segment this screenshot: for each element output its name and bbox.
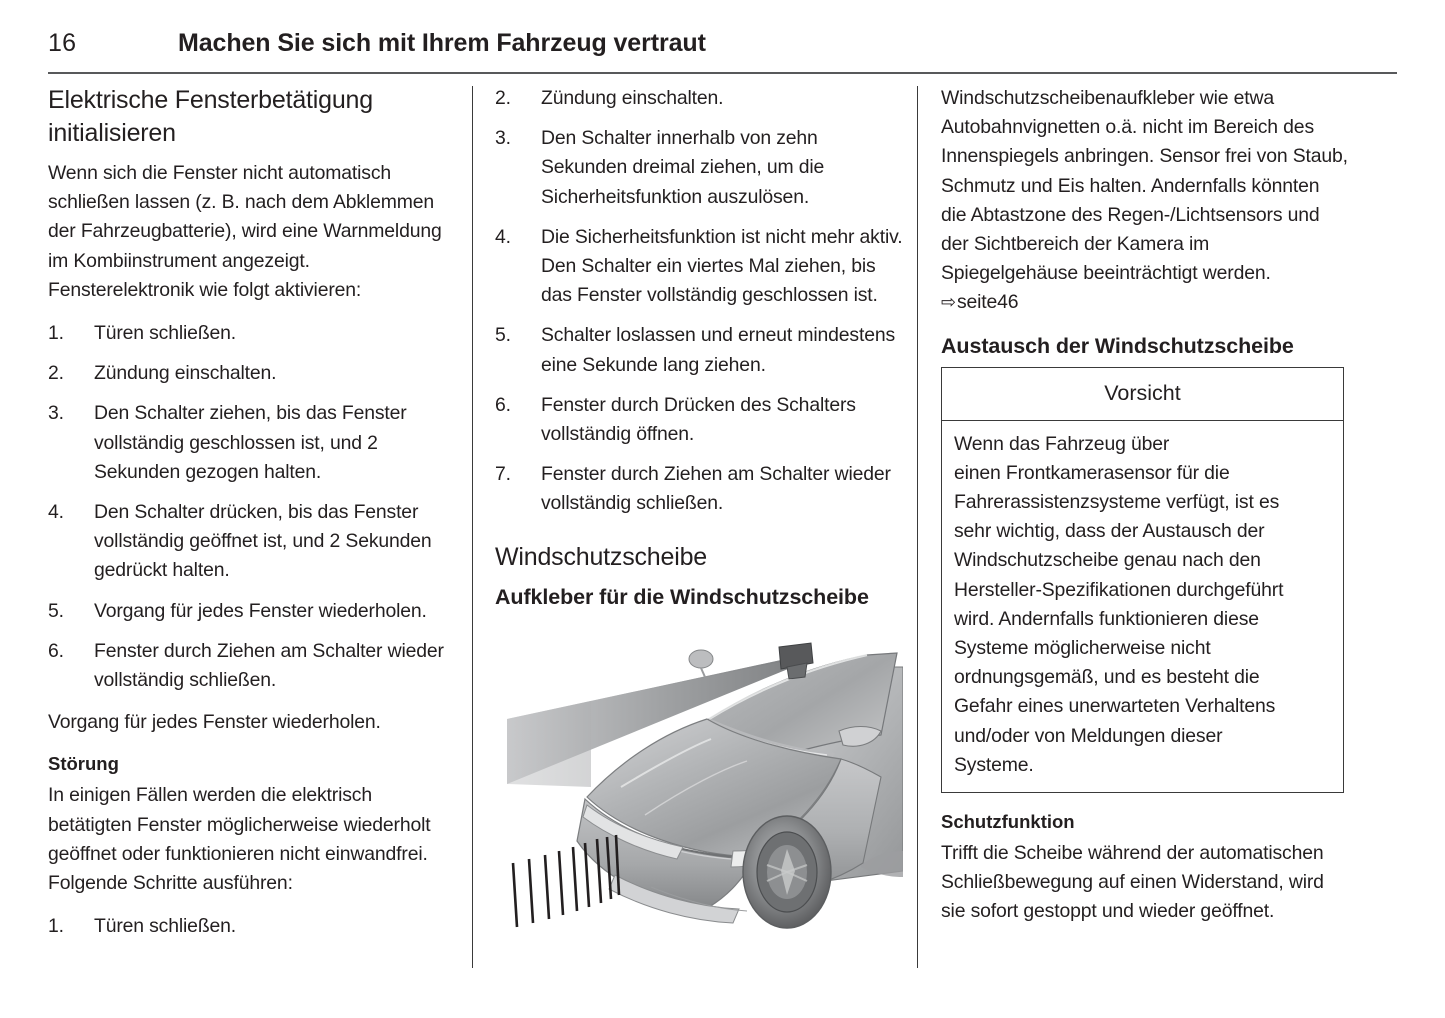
list-number: 6. (495, 393, 511, 416)
caution-line: Hersteller-Spezifikationen durchgeführt (954, 578, 1284, 601)
column-divider-2 (917, 86, 918, 968)
page-title: Machen Sie sich mit Ihrem Fahrzeug vertraut (178, 29, 706, 57)
page-number: 16 (48, 29, 77, 57)
far-side-mirror (689, 650, 713, 677)
list-text: Den Schalter innerhalb von zehn Sekunden dreimal ziehen, um die Sicherheitsfunktion auszulösen. (541, 127, 825, 208)
front-wheel (743, 816, 831, 928)
caution-line: Fahrerassistenzsysteme verfügt, ist es (954, 491, 1280, 514)
list-number: 6. (48, 639, 64, 662)
subsection-heading-fault: Störung (48, 753, 119, 775)
list-text: Türen schließen. (94, 915, 237, 938)
caution-line: Systeme möglicherweise nicht (954, 637, 1211, 660)
section-heading-windshield: Windschutzscheibe (495, 542, 707, 571)
list-text: Den Schalter drücken, bis das Fenster vollständig geöffnet ist, und 2 Sekunden gedrückt halten. (94, 501, 432, 582)
caution-line: ordnungsgemäß, und es besteht die (954, 666, 1260, 689)
page-header (48, 28, 1397, 74)
list-item (495, 391, 903, 449)
list-item (48, 498, 456, 586)
windshield-camera-illustration (495, 619, 903, 949)
list-text: Fenster durch Ziehen am Schalter wieder vollständig schließen. (94, 639, 444, 692)
list-number: 2. (48, 362, 64, 385)
list-number: 3. (48, 402, 64, 425)
fault-paragraph-1: In einigen Fällen werden die elektrisch betätigten Fenster möglicherweise wiederholt geöffnet oder funktionieren nicht einwandfrei. (48, 784, 431, 865)
list-number: 5. (48, 599, 64, 622)
subsection-heading-windshield-replacement: Austausch der Windschutzscheibe (941, 333, 1294, 358)
list-text: Zündung einschalten. (541, 87, 724, 109)
list-number: 1. (48, 322, 64, 345)
list-number: 4. (48, 501, 64, 524)
column-1 (48, 84, 456, 968)
list-item (48, 637, 456, 695)
list-number: 4. (495, 225, 511, 248)
list-item (495, 460, 903, 518)
caution-notice-box (941, 367, 1344, 793)
list-item (48, 399, 456, 487)
caution-line: Wenn das Fahrzeug über (954, 432, 1170, 455)
column-3 (941, 84, 1349, 968)
reference-arrow-icon: ⇨ (941, 292, 956, 314)
protection-paragraph: Trifft die Scheibe während der automatischen Schließbewegung auf einen Widerstand, wird sie sofort gestoppt und wieder geöffnet. (941, 842, 1324, 923)
fault-steps-list (48, 912, 456, 941)
list-item (48, 597, 456, 626)
list-text: Die Sicherheitsfunktion ist nicht mehr aktiv. Den Schalter ein viertes Mal ziehen, bis das Fenster vollständig geschlossen ist. (541, 225, 903, 307)
list-text: Vorgang für jedes Fenster wiederholen. (94, 599, 427, 622)
column-divider-1 (472, 86, 473, 968)
section-heading-power-windows: Elektrische Fensterbetätigung initialisieren (48, 86, 373, 147)
caution-line: und/oder von Meldungen dieser (954, 724, 1223, 747)
list-text: Fenster durch Drücken des Schalters vollständig öffnen. (541, 393, 856, 446)
list-text: Zündung einschalten. (94, 362, 277, 385)
repeat-note: Vorgang für jedes Fenster wiederholen. (48, 711, 381, 734)
caution-line: sehr wichtig, dass der Austausch der (954, 520, 1265, 543)
list-text: Schalter loslassen und erneut mindestens eine Sekunde lang ziehen. (541, 324, 896, 376)
list-item (48, 359, 456, 388)
caution-line: wird. Andernfalls funktionieren diese (954, 607, 1259, 630)
initialize-steps-list (48, 319, 456, 695)
fault-steps-list-continued (495, 84, 903, 519)
caution-line: Gefahr eines unerwarteten Verhaltens (954, 695, 1276, 718)
list-item (495, 124, 903, 212)
list-text: Fenster durch Ziehen am Schalter wieder vollständig schließen. (541, 463, 891, 515)
list-item (495, 84, 903, 113)
cross-reference-seite46[interactable] (941, 288, 1349, 317)
caution-line: einen Frontkamerasensor für die (954, 461, 1230, 484)
list-text: Türen schließen. (94, 322, 237, 345)
list-number: 5. (495, 324, 511, 347)
list-number: 1. (48, 915, 64, 938)
caution-line: Systeme. (954, 753, 1034, 776)
caution-body (942, 421, 1343, 792)
caution-title: Vorsicht (942, 368, 1343, 421)
windshield-sticker-paragraph: Windschutzscheibenaufkleber wie etwa Autobahnvignetten o.ä. nicht im Bereich des Innenspiegels anbringen. Sensor frei von Staub, Schmutz und Eis halten. Andernfalls könnten die Abtastzone des Regen-/Lichtsensors und der Sichtbereich der Kamera im Spiegelgehäuse beeinträchtigt werden. (941, 87, 1348, 285)
list-item (495, 223, 903, 311)
list-item (48, 319, 456, 348)
column-2 (495, 84, 903, 968)
list-item (495, 321, 903, 379)
caution-line: Windschutzscheibe genau nach den (954, 549, 1261, 572)
list-number: 3. (495, 127, 511, 150)
list-text: Den Schalter ziehen, bis das Fenster vollständig geschlossen ist, und 2 Sekunden gezogen halten. (94, 402, 407, 483)
list-number: 7. (495, 463, 511, 486)
fault-paragraph-2: Folgende Schritte ausführen: (48, 872, 293, 895)
page-columns (48, 84, 1397, 968)
list-number: 2. (495, 87, 511, 109)
intro-paragraph: Wenn sich die Fenster nicht automatisch schließen lassen (z. B. nach dem Abklemmen der Fahrzeugbatterie), wird eine Warnmeldung im Kombiinstrument angezeigt. Fensterelektronik wie folgt aktivieren: (48, 162, 442, 301)
reference-target: seite46 (956, 291, 1019, 314)
list-item (48, 912, 456, 941)
subsection-heading-protection-function: Schutzfunktion (941, 811, 1075, 833)
subsection-heading-windshield-stickers: Aufkleber für die Windschutzscheibe (495, 584, 869, 609)
